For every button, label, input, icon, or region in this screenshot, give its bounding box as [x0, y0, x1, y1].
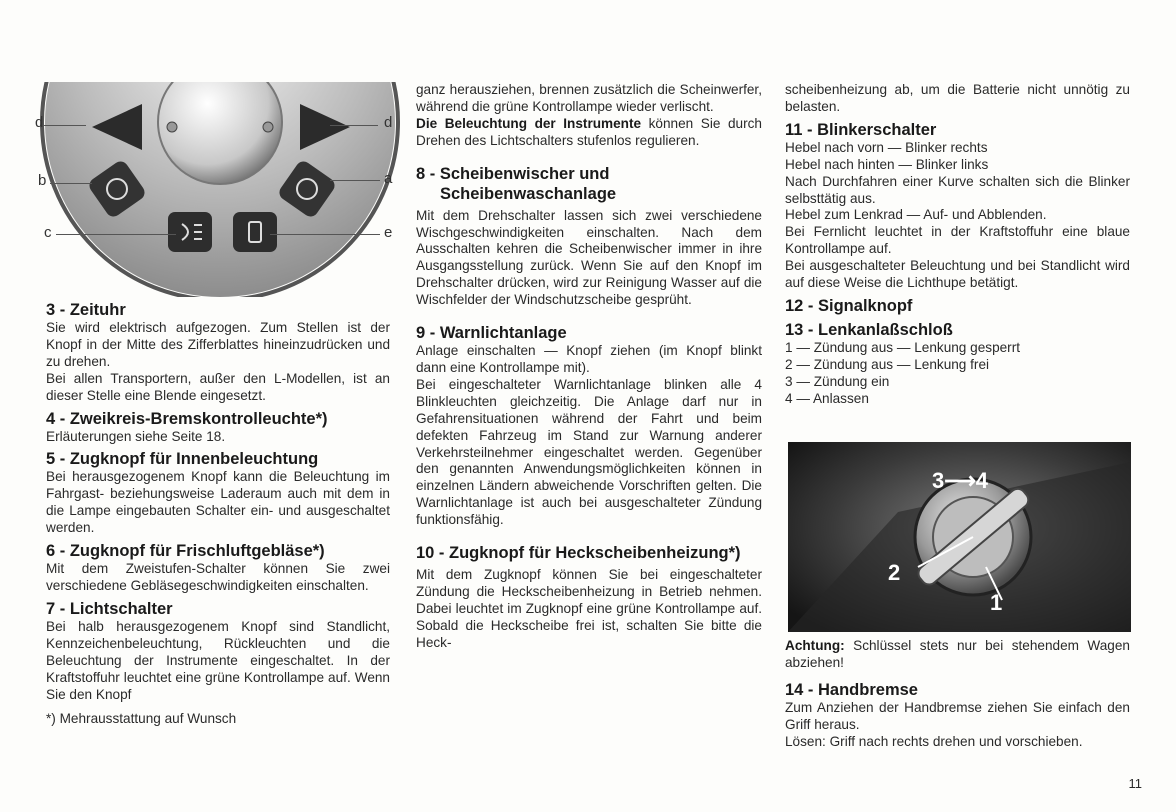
section-14-text-2: Lösen: Griff nach rechts drehen und vorschieben.	[785, 733, 1083, 749]
page-number: 11	[1128, 776, 1142, 791]
section-3-title: 3 - Zeituhr	[46, 301, 126, 319]
screw-icon	[263, 122, 273, 132]
instrument-lighting-bold: Die Beleuchtung der Instrumente	[416, 115, 642, 131]
section-3-text-2: Bei allen Transportern, außer den L-Modellen, ist an dieser Stelle eine Blende eingesetzt.	[46, 370, 390, 403]
section-11-text-2: Bei Fernlicht leuchtet in der Kraftstoffuhr eine blaue Kontrollampe auf.	[785, 224, 1130, 257]
section-11-title: 11 - Blinkerschalter	[785, 120, 937, 139]
warning-rest: Schlüssel stets nur bei stehendem Wagen abziehen!	[785, 638, 1130, 670]
column-2-intro: ganz herausziehen, brennen zusätzlich die Scheinwerfer, während die grüne Kontrollampe wieder verlischt.	[416, 82, 762, 114]
column-2	[416, 82, 762, 652]
section-6-text: Mit dem Zweistufen-Schalter können Sie zwei verschiedene Gebläsegeschwindigkeiten einschalten.	[46, 561, 390, 593]
key-label-2: 2	[888, 560, 901, 585]
key-label-3-to-4: 3⟶4	[932, 468, 989, 493]
key-position-1: 1 — Zündung aus — Lenkung gesperrt	[785, 339, 1021, 355]
section-8-title: 8 - Scheibenwischer und Scheibenwaschanlage	[416, 164, 617, 203]
warning-bold: Achtung:	[785, 638, 845, 653]
section-9-text: Anlage einschalten — Knopf ziehen (im Knopf blinkt dann eine Kontrollampe mit).	[416, 343, 762, 375]
section-6-title: 6 - Zugknopf für Frischluftgebläse*)	[46, 542, 325, 561]
section-13-title: 13 - Lenkanlaßschloß	[785, 320, 953, 339]
figure-label-b: b	[38, 172, 47, 189]
key-position-4: 4 — Anlassen	[785, 390, 869, 406]
figure-label-d-left: d	[35, 114, 44, 131]
section-12-title: 12 - Signalknopf	[785, 296, 913, 315]
section-4-title: 4 - Zweikreis-Bremskontrolleuchte*)	[46, 409, 328, 428]
section-14-text: Zum Anziehen der Handbremse ziehen Sie einfach den Griff heraus.	[785, 699, 1130, 732]
section-8-text: Mit dem Drehschalter lassen sich zwei verschiedene Wischgeschwindigkeiten einschalten. Nach dem Ausschalten kehren die Scheibenwischer immer in ihre Ausgangsstellung zurück. Wenn Sie auf den Knopf im Drehschalter drücken, wird zur Reinigung Wasser auf die Wischfelder der Windschutzscheibe gesprüht.	[416, 207, 762, 308]
key-label-1: 1	[990, 590, 1003, 615]
section-3-text: Sie wird elektrisch aufgezogen. Zum Stellen ist der Knopf in der Mitte des Zifferblattes hineinzudrücken und zu drehen.	[46, 320, 390, 369]
instrument-lighting-rest: können Sie durch Drehen des Lichtschalters stufenlos regulieren.	[416, 115, 762, 148]
key-position-2: 2 — Zündung aus — Lenkung frei	[785, 356, 990, 372]
section-14-title: 14 - Handbremse	[785, 680, 918, 699]
figure-label-c: c	[44, 224, 52, 241]
screw-icon	[167, 122, 177, 132]
headlight-lamp	[168, 212, 212, 252]
footnote: *) Mehrausstattung auf Wunsch	[46, 711, 237, 727]
column-3-bottom	[785, 638, 1130, 751]
key-position-3: 3 — Zündung ein	[785, 373, 890, 389]
section-4-text: Erläuterungen siehe Seite 18.	[46, 428, 226, 444]
section-9-text-2: Bei eingeschalteter Warnlichtanlage blinken alle 4 Blinkleuchten gleichzeitig. Die Anlage darf nur in Gefahrensituationen während der Fahrt und beim defekten Fahrzeug im Stand zur Warnung anderer Verkehrsteilnehmer eingeschaltet werden. Gegenüber den genannten Anwendungsmöglichkeiten können in einzelnen Ländern abweichende Vorschriften gelten. Die Warnlichtanlage ist auch bei ausgeschalteter Zündung funktionsfähig.	[416, 376, 762, 528]
column-1	[46, 300, 390, 728]
warning-text	[785, 638, 1130, 672]
figure-label-d-right: d	[384, 114, 393, 131]
instrument-lighting-text	[416, 116, 762, 150]
interior-light-lamp	[233, 212, 277, 252]
column-3	[785, 82, 1130, 408]
section-7-title: 7 - Lichtschalter	[46, 599, 173, 618]
section-5-title: 5 - Zugknopf für Innenbeleuchtung	[46, 450, 319, 469]
section-9-title: 9 - Warnlichtanlage	[416, 324, 567, 343]
section-11-text-3: Bei ausgeschalteter Beleuchtung und bei Standlicht wird auf diese Weise die Lichthupe betätigt.	[785, 258, 1130, 291]
section-11-line-3: Hebel zum Lenkrad — Auf- und Abblenden.	[785, 207, 1047, 223]
section-5-text: Bei herausgezogenem Knopf kann die Beleuchtung im Fahrgast- beziehungsweise Laderaum auch mit dem in die Lampe eingebauten Schalter ein- und ausgeschaltet werden.	[46, 469, 390, 536]
section-10-title: 10 - Zugknopf für Heckscheibenheizung*)	[416, 544, 741, 563]
section-10-text: Mit dem Zugknopf können Sie bei eingeschalteter Zündung die Heckscheibenheizung in Betrieb nehmen. Dabei leuchtet im Zugknopf eine grüne Kontrollampe auf. Sobald die Heckscheibe frei ist, schalten Sie bitte die Heck-	[416, 567, 762, 650]
figure-label-a: a	[384, 170, 393, 187]
section-7-text: Bei halb herausgezogenem Knopf sind Standlicht, Kennzeichenbeleuchtung, Rückleuchten und die Beleuchtung der Instrumente eingeschaltet. In der Kraftstoffuhr leuchtet eine grüne Kontrollampe auf. Wenn Sie den Knopf	[46, 618, 390, 702]
switch-panel-figure	[30, 82, 410, 297]
section-11-text: Nach Durchfahren einer Kurve schalten sich die Blinker selbsttätig aus.	[785, 173, 1130, 206]
column-3-intro: scheibenheizung ab, um die Batterie nicht unnötig zu belasten.	[785, 82, 1130, 114]
figure-label-e: e	[384, 224, 393, 241]
section-11-line-1: Hebel nach vorn — Blinker rechts	[785, 139, 988, 155]
section-11-line-2: Hebel nach hinten — Blinker links	[785, 156, 989, 172]
